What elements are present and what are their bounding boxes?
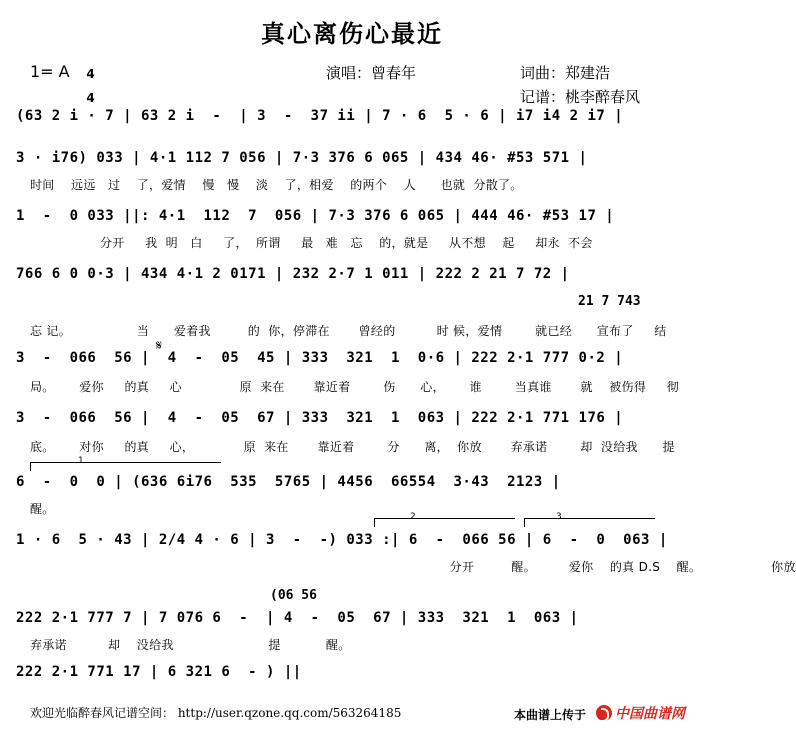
page-title: 真心离伤心最近 bbox=[261, 20, 443, 48]
score-line-7: 6 - 0 0 | (636 6i76 535 5765 | 4456 66554 3·43 2123 | bbox=[16, 474, 561, 490]
score-line-5: 3 - 066 56 | 4 - 05 45 | 333 321 1 0·6 | 222 2·1 777 0·2 | bbox=[16, 350, 624, 366]
volta-bracket-3 bbox=[524, 518, 655, 527]
lyric-line-5: 局。 爱你 的真 心 原 来在 靠近着 伤 心， 谁 当真谁 就 被伤得 彻 bbox=[30, 380, 680, 394]
score-line-9: 222 2·1 777 7 | 7 076 6 - | 4 - 05 67 | 333 321 1 063 | bbox=[16, 610, 579, 626]
sub-melody-line: 21 7 743 bbox=[578, 294, 641, 309]
lyric-line-9: 弃承诺 却 没给我 提 醒。 bbox=[30, 638, 351, 652]
lyric-line-2: 时间 远远 过 了，爱情 慢 慢 淡 了，相爱 的两个 人 也就 分散了。 bbox=[30, 178, 523, 192]
volta-number-3: 3 bbox=[556, 512, 562, 522]
lyric-line-3: 分开 我 明 白 了， 所谓 最 难 忘 的，就是 从不想 起 却永 不会 bbox=[30, 236, 593, 250]
footer-upload-text: 本曲谱上传于 bbox=[514, 708, 587, 722]
time-signature-top: 4 bbox=[86, 67, 95, 81]
time-signature bbox=[78, 56, 95, 105]
site-logo[interactable] bbox=[596, 703, 685, 723]
key-signature: 1= A bbox=[30, 62, 70, 81]
lyric-line-6: 底。 对你 的真 心， 原 来在 靠近着 分 离， 你放 弃承诺 却 没给我 提 bbox=[30, 440, 675, 454]
segno-sign: 𝄋 bbox=[156, 338, 163, 354]
lyric-line-8: 分开 醒。 爱你 的真 D.S 醒。 你放 bbox=[30, 560, 796, 574]
transcriber-credit: 记谱：桃李醉春风 bbox=[520, 88, 641, 106]
score-line-3: 1 - 0 033 ||: 4·1 112 7 056 | 7·3 376 6 065 | 444 46· #53 17 | bbox=[16, 208, 615, 224]
time-signature-bottom: 4 bbox=[86, 91, 95, 105]
lyric-line-4: 忘 记。 当 爱着我 的 你，停滞在 曾经的 时 候，爱情 就已经 宣布了 结 bbox=[30, 324, 667, 338]
score-line-2: 3 · i76) 033 | 4·1 112 7 056 | 7·3 376 6 065 | 434 46· #53 571 | bbox=[16, 150, 588, 166]
volta-bracket-1 bbox=[30, 462, 221, 471]
score-line-8: 1 · 6 5 · 43 | 2/4 4 · 6 | 3 - -) 033 :| 6 - 066 56 | 6 - 0 063 | bbox=[16, 532, 668, 548]
score-line-1: (63 2 i · 7 | 63 2 i - | 3 - 37 ii | 7 · 6 5 · 6 | i7 i4 2 i7 | bbox=[16, 108, 624, 124]
composer-credit: 词曲：郑建浩 bbox=[520, 64, 611, 82]
sub-melody-line-2: (06 56 bbox=[270, 588, 317, 603]
volta-number-1: 1 bbox=[78, 456, 84, 466]
score-line-10: 222 2·1 771 17 | 6 321 6 - ) || bbox=[16, 664, 302, 680]
volta-number-2: 2 bbox=[410, 512, 416, 522]
volta-bracket-2 bbox=[374, 518, 515, 527]
footer-website-text: 欢迎光临醉春风记谱空间： http://user.qzone.qq.com/563264185 bbox=[30, 706, 402, 720]
logo-text: 中国曲谱网 bbox=[615, 706, 685, 722]
score-line-6: 3 - 066 56 | 4 - 05 67 | 333 321 1 063 | 222 2·1 771 176 | bbox=[16, 410, 624, 426]
singer-credit: 演唱：曾春年 bbox=[326, 64, 417, 82]
lyric-line-7: 醒。 bbox=[30, 502, 55, 516]
logo-icon bbox=[596, 705, 612, 721]
score-line-4: 766 6 0 0·3 | 434 4·1 2 0171 | 232 2·7 1 011 | 222 2 21 7 72 | bbox=[16, 266, 570, 282]
